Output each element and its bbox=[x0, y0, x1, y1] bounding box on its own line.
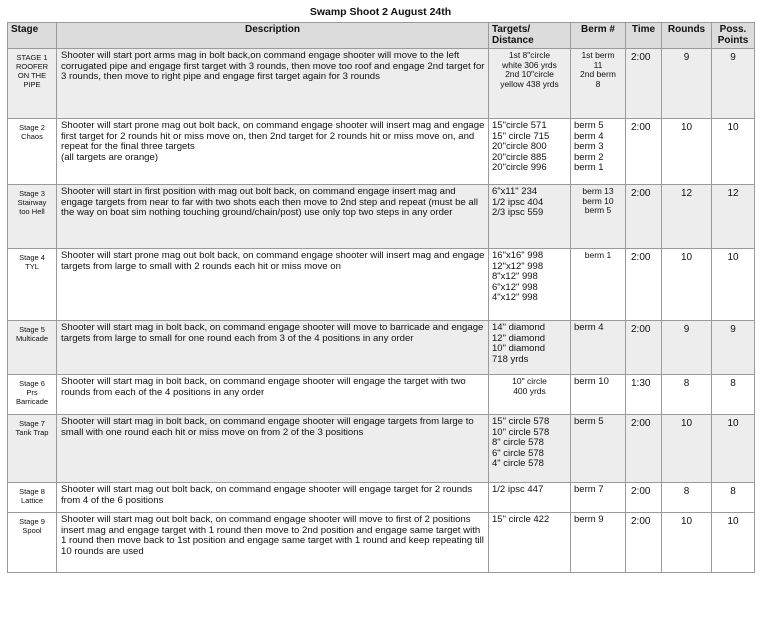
targets-cell bbox=[489, 249, 571, 321]
stage-name-line: Stage 7 bbox=[19, 419, 45, 428]
header-berm: Berm # bbox=[571, 23, 626, 49]
target-line: 15" circle 578 bbox=[492, 416, 550, 427]
targets-cell bbox=[489, 483, 571, 513]
stage-name-line: PIPE bbox=[23, 80, 41, 89]
target-line: 20"circle 885 bbox=[492, 151, 547, 163]
stage-name-line: STAGE 1 bbox=[16, 53, 48, 62]
target-line: 400 yrds bbox=[513, 385, 546, 396]
points-cell: 10 bbox=[712, 415, 755, 483]
time-cell: 1:30 bbox=[626, 375, 662, 415]
berm-line: berm 9 bbox=[574, 514, 604, 525]
stage-name-line: Spool bbox=[22, 526, 42, 535]
berm-line: berm 4 bbox=[574, 130, 604, 142]
points-cell: 10 bbox=[712, 249, 755, 321]
stage-name-line: Stairway bbox=[17, 198, 47, 207]
berm-line: berm 10 bbox=[574, 376, 609, 387]
berm-line: berm 7 bbox=[574, 484, 604, 495]
rounds-cell: 10 bbox=[662, 119, 712, 185]
table-row bbox=[8, 375, 755, 415]
target-line: 20"circle 996 bbox=[492, 162, 547, 173]
stage-name-line: Stage 8 bbox=[19, 487, 45, 496]
berm-line: 11 bbox=[593, 59, 603, 70]
stage-name-cell bbox=[8, 119, 57, 185]
berm-line: 1st berm bbox=[581, 50, 615, 60]
description-text: Shooter will start mag in bolt back, on command engage shooter will move to barricade and engage targets from large to small for one round each from 3 of the 4 positions in any order bbox=[61, 322, 484, 344]
target-line: 14" diamond bbox=[492, 322, 546, 333]
points-cell: 10 bbox=[712, 119, 755, 185]
header-points-line: Points bbox=[717, 34, 749, 46]
target-line: 15"circle 571 bbox=[492, 120, 547, 131]
time-cell: 2:00 bbox=[626, 185, 662, 249]
stage-name-cell bbox=[8, 321, 57, 375]
berm-line: berm 5 bbox=[584, 205, 612, 215]
stage-name-line: Stage 9 bbox=[19, 517, 45, 526]
rounds-cell: 10 bbox=[662, 513, 712, 573]
time-cell: 2:00 bbox=[626, 321, 662, 375]
description-cell bbox=[57, 513, 489, 573]
header-description: Description bbox=[57, 23, 489, 49]
target-line: 10" circle 578 bbox=[492, 426, 550, 438]
description-cell bbox=[57, 119, 489, 185]
target-line: 2/3 ipsc 559 bbox=[492, 207, 544, 218]
header-targets-line: Targets/ bbox=[492, 24, 531, 35]
target-line: 12" diamond bbox=[492, 332, 546, 344]
header-points-line: Poss. bbox=[719, 24, 747, 35]
rounds-cell: 9 bbox=[662, 49, 712, 119]
header-targets bbox=[489, 23, 571, 49]
target-line: 10" diamond bbox=[492, 343, 546, 354]
stage-name-cell bbox=[8, 483, 57, 513]
target-line: 4"x12" 998 bbox=[492, 292, 538, 303]
berm-cell bbox=[571, 185, 626, 249]
stage-schedule-table bbox=[7, 22, 755, 573]
berm-line: berm 1 bbox=[574, 162, 604, 173]
table-header-row bbox=[8, 23, 755, 49]
berm-line: berm 5 bbox=[574, 120, 604, 131]
target-line: 1/2 ipsc 447 bbox=[492, 484, 544, 495]
time-cell: 2:00 bbox=[626, 483, 662, 513]
target-line: 6"x11" 234 bbox=[492, 186, 538, 197]
stage-name-line: Stage 5 bbox=[19, 325, 45, 334]
target-line: 8"x12" 998 bbox=[492, 271, 538, 282]
time-cell: 2:00 bbox=[626, 49, 662, 119]
description-cell bbox=[57, 321, 489, 375]
stage-name-line: Stage 2 bbox=[19, 123, 45, 132]
rounds-cell: 12 bbox=[662, 185, 712, 249]
berm-cell bbox=[571, 119, 626, 185]
table-row bbox=[8, 49, 755, 119]
table-row bbox=[8, 249, 755, 321]
target-line: 4" circle 578 bbox=[492, 458, 544, 469]
target-line: 1st 8"circle bbox=[508, 50, 551, 60]
time-cell: 2:00 bbox=[626, 249, 662, 321]
stage-name-line: Stage 4 bbox=[19, 253, 45, 262]
berm-line: berm 4 bbox=[574, 322, 604, 333]
table-body bbox=[8, 49, 755, 573]
stage-name-line: Chaos bbox=[21, 132, 43, 141]
header-points bbox=[712, 23, 755, 49]
berm-line: berm 3 bbox=[574, 141, 604, 152]
stage-name-cell bbox=[8, 513, 57, 573]
target-line: 2nd 10"circle bbox=[505, 69, 554, 79]
rounds-cell: 9 bbox=[662, 321, 712, 375]
targets-cell bbox=[489, 415, 571, 483]
berm-line: berm 13 bbox=[582, 186, 614, 196]
points-cell: 9 bbox=[712, 49, 755, 119]
target-line: 6"x12" 998 bbox=[492, 281, 538, 293]
rounds-cell: 10 bbox=[662, 415, 712, 483]
stage-name-line: Stage 6 bbox=[19, 379, 45, 388]
target-line: 6" circle 578 bbox=[492, 447, 544, 459]
berm-cell bbox=[571, 49, 626, 119]
header-targets-line: Distance bbox=[492, 34, 534, 46]
target-line: 8" circle 578 bbox=[492, 437, 544, 448]
table-row bbox=[8, 513, 755, 573]
berm-line: berm 1 bbox=[584, 250, 612, 260]
table-row bbox=[8, 415, 755, 483]
stage-name-cell bbox=[8, 49, 57, 119]
berm-cell bbox=[571, 321, 626, 375]
rounds-cell: 10 bbox=[662, 249, 712, 321]
target-line: 15" circle 422 bbox=[492, 514, 550, 525]
stage-name-line: Stage 3 bbox=[19, 189, 45, 198]
description-text: (all targets are orange) bbox=[61, 151, 159, 163]
berm-line: berm 2 bbox=[574, 151, 604, 163]
points-cell: 8 bbox=[712, 483, 755, 513]
description-cell bbox=[57, 415, 489, 483]
targets-cell bbox=[489, 119, 571, 185]
description-cell bbox=[57, 185, 489, 249]
table-row bbox=[8, 483, 755, 513]
stage-name-line: TYL bbox=[25, 262, 39, 271]
description-text: Shooter will start in first position with mag out bolt back, on command engage insert mag and engage targets from near to far with two shots each then move to 2nd step and repeat (must be all the way on boat sim nothing touching ground/chain/post) use only top two steps in any order bbox=[61, 186, 479, 218]
header-stage: Stage bbox=[8, 23, 57, 49]
page-title: Swamp Shoot 2 August 24th bbox=[309, 6, 452, 18]
stage-name-line: Multicade bbox=[15, 334, 49, 343]
stage-name-cell bbox=[8, 185, 57, 249]
target-line: yellow 438 yrds bbox=[500, 78, 559, 89]
stage-name-line: Tank Trap bbox=[15, 428, 49, 437]
target-line: 16"x16" 998 bbox=[492, 250, 544, 261]
target-line: 20"circle 800 bbox=[492, 141, 547, 152]
table-row bbox=[8, 321, 755, 375]
rounds-cell: 8 bbox=[662, 375, 712, 415]
berm-cell bbox=[571, 415, 626, 483]
targets-cell bbox=[489, 185, 571, 249]
berm-line: 8 bbox=[595, 78, 601, 89]
berm-cell bbox=[571, 375, 626, 415]
description-text: Shooter will start port arms mag in bolt back,on command engage shooter will move to the left corrugated pipe and engage first target with 3 rounds, then move too roof and engage 2nd target for 3 rounds, then move to right pipe and engage first target again for 3 rounds bbox=[61, 50, 485, 82]
berm-cell bbox=[571, 249, 626, 321]
target-line: 10" circle bbox=[512, 376, 547, 386]
targets-cell bbox=[489, 321, 571, 375]
stage-name-line: ON THE bbox=[17, 71, 47, 80]
stage-name-line: Barricade bbox=[15, 397, 49, 406]
points-cell: 12 bbox=[712, 185, 755, 249]
berm-cell bbox=[571, 513, 626, 573]
berm-line: berm 10 bbox=[582, 195, 614, 206]
description-text: Shooter will start prone mag out bolt back, on command engage shooter will insert mag and engage targets from large to small with 2 rounds each hit or miss move on bbox=[61, 250, 485, 272]
points-cell: 10 bbox=[712, 513, 755, 573]
time-cell: 2:00 bbox=[626, 513, 662, 573]
time-cell: 2:00 bbox=[626, 119, 662, 185]
header-time: Time bbox=[626, 23, 662, 49]
target-line: 718 yrds bbox=[492, 353, 529, 365]
table-row bbox=[8, 185, 755, 249]
rounds-cell: 8 bbox=[662, 483, 712, 513]
stage-name-line: ROOFER bbox=[15, 62, 49, 71]
target-line: white 306 yrds bbox=[502, 59, 557, 70]
stage-name-cell bbox=[8, 375, 57, 415]
target-line: 15" circle 715 bbox=[492, 130, 550, 142]
table-row bbox=[8, 119, 755, 185]
targets-cell bbox=[489, 513, 571, 573]
points-cell: 8 bbox=[712, 375, 755, 415]
stage-name-line: Lattice bbox=[20, 496, 44, 505]
target-line: 1/2 ipsc 404 bbox=[492, 196, 544, 208]
description-text: Shooter will start mag out bolt back, on command engage shooter will move to first of 2 positions insert mag and engage target with 1 round then move to 2nd position and engage same target with 1 round then move back to 1st position and engage same target with 1 round and keep repeating till 10 rounds are used bbox=[61, 514, 484, 557]
description-text: Shooter will start mag out bolt back, on command engage shooter will engage target for 2 rounds from 4 of the 6 positions bbox=[61, 484, 473, 506]
description-cell bbox=[57, 375, 489, 415]
stage-name-cell bbox=[8, 415, 57, 483]
description-text: Shooter will start mag in bolt back, on command engage shooter will engage the target with two rounds from each of the 4 positions in any order bbox=[61, 376, 466, 398]
time-cell: 2:00 bbox=[626, 415, 662, 483]
description-text: Shooter will start mag in bolt back, on command engage shooter will engage targets from large to small with one round each hit or miss move on from 2 of the 3 positions bbox=[61, 416, 474, 438]
targets-cell bbox=[489, 375, 571, 415]
description-cell bbox=[57, 249, 489, 321]
targets-cell bbox=[489, 49, 571, 119]
stage-name-cell bbox=[8, 249, 57, 321]
description-cell bbox=[57, 49, 489, 119]
points-cell: 9 bbox=[712, 321, 755, 375]
description-text: Shooter will start prone mag out bolt back, on command engage shooter will insert mag and engage first target for 2 rounds hit or miss move on, then 2nd target for 2 rounds hit or miss move on, and repeat for the final three targets bbox=[61, 120, 485, 152]
stage-name-line: Prs bbox=[26, 388, 38, 397]
berm-line: berm 5 bbox=[574, 416, 604, 427]
berm-line: 2nd berm bbox=[580, 69, 616, 79]
description-cell bbox=[57, 483, 489, 513]
header-rounds: Rounds bbox=[662, 23, 712, 49]
stage-name-line: too Hell bbox=[19, 207, 45, 216]
target-line: 12"x12" 998 bbox=[492, 260, 544, 272]
berm-cell bbox=[571, 483, 626, 513]
